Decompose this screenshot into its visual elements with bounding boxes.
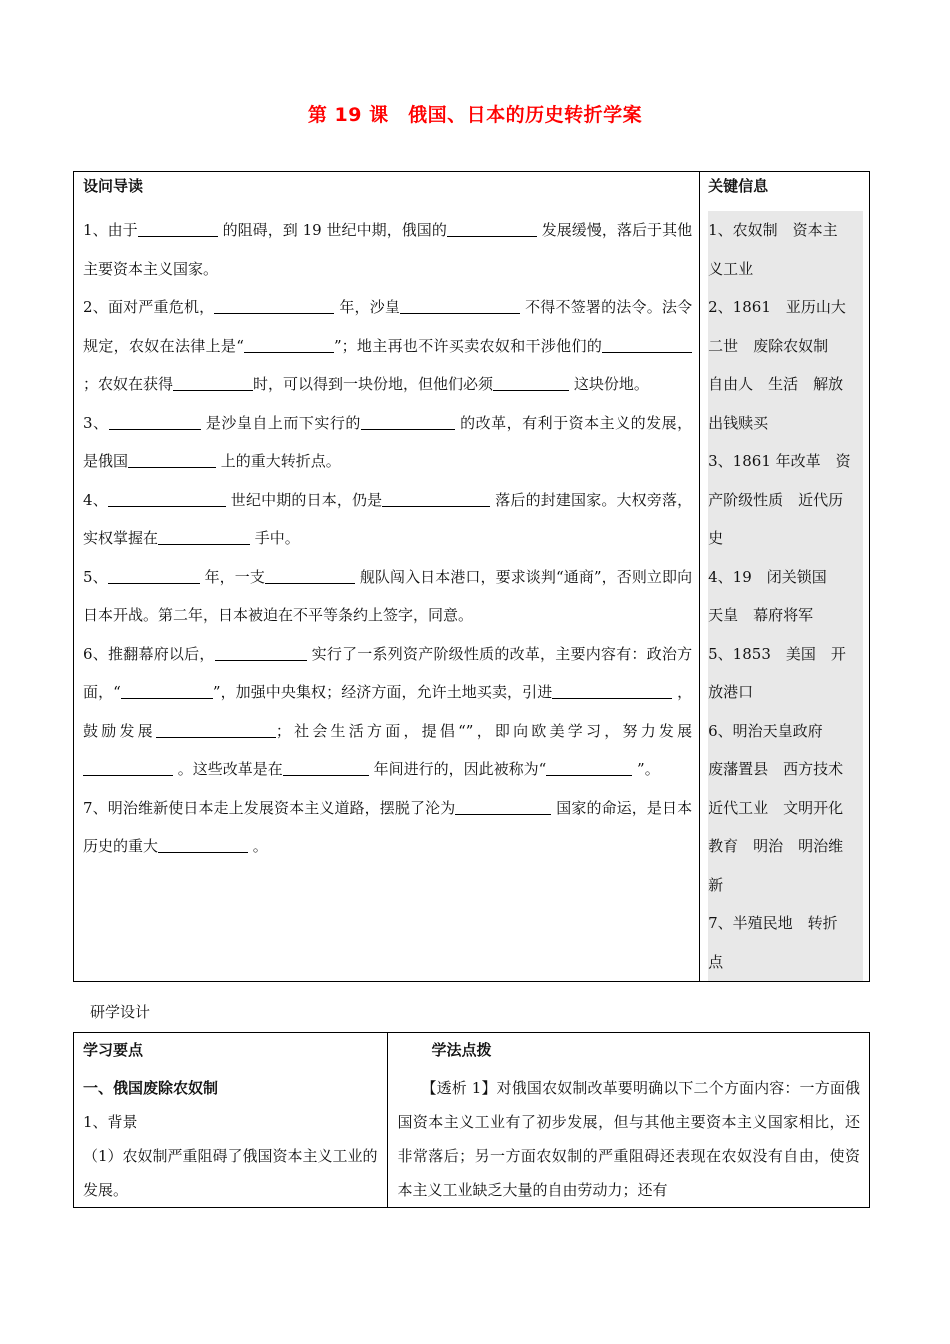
key-line: 1、农奴制 资本主 xyxy=(708,211,863,250)
answer-blank[interactable] xyxy=(382,491,490,507)
research-design-label: 研学设计 xyxy=(90,1003,151,1021)
guide-table xyxy=(73,171,870,982)
answer-blank[interactable] xyxy=(109,414,201,430)
question-7: 7、明治维新使日本走上发展资本主义道路，摆脱了沦为 国家的命运，是日本历史的重大 。 xyxy=(83,798,693,855)
answer-blank[interactable] xyxy=(400,298,520,314)
question-2: 2、面对严重危机， 年，沙皇 不得不签署的法令。法令规定，农奴在法律上是“ ”；地主再也不许买卖农奴和干涉他们的；农奴在获得 时，可以得到一块份地，但他们必须 这块份地。 xyxy=(83,298,693,393)
question-1: 1、由于 的阻碍，到 19 世纪中期，俄国的 发展缓慢，落后于其他主要资本主义国家。 xyxy=(83,221,693,278)
question-4: 4、 世纪中期的日本，仍是 落后的封建国家。大权旁落，实权掌握在 手中。 xyxy=(83,490,693,547)
answer-blank[interactable] xyxy=(244,337,334,353)
answer-blank[interactable] xyxy=(108,491,226,507)
answer-blank[interactable] xyxy=(156,722,276,738)
answer-blank[interactable] xyxy=(214,298,334,314)
keys-header: 关键信息 xyxy=(708,177,769,195)
key-line: 近代工业 文明开化 xyxy=(708,789,863,828)
answer-blank[interactable] xyxy=(108,568,200,584)
section-heading: 一、俄国废除农奴制 xyxy=(83,1079,219,1097)
answer-blank[interactable] xyxy=(602,337,692,353)
keys-column xyxy=(700,172,870,982)
answer-blank[interactable] xyxy=(283,760,369,776)
key-line: 产阶级性质 近代历 xyxy=(708,481,863,520)
key-line: 天皇 幕府将军 xyxy=(708,596,863,635)
answer-blank[interactable] xyxy=(361,414,455,430)
key-line: 出钱赎买 xyxy=(708,404,863,443)
key-line: 5、1853 美国 开 xyxy=(708,635,863,674)
page-title: 第 19 课 俄国、日本的历史转折学案 xyxy=(307,104,643,126)
key-line: 自由人 生活 解放 xyxy=(708,365,863,404)
guide-header: 设问导读 xyxy=(83,177,144,195)
study-points-header: 学习要点 xyxy=(83,1041,144,1059)
answer-blank[interactable] xyxy=(158,529,250,545)
key-line: 史 xyxy=(708,519,863,558)
study-left-column xyxy=(74,1033,388,1208)
background-item: 1、背景 xyxy=(83,1113,138,1131)
answer-blank[interactable] xyxy=(173,375,253,391)
background-text: （1）农奴制严重阻碍了俄国资本主义工业的发展。 xyxy=(83,1147,378,1199)
key-line: 2、1861 亚历山大 xyxy=(708,288,863,327)
answer-blank[interactable] xyxy=(83,760,173,776)
guide-questions xyxy=(83,211,692,866)
answer-blank[interactable] xyxy=(158,837,248,853)
answer-blank[interactable] xyxy=(552,683,672,699)
key-line: 废藩置县 西方技术 xyxy=(708,750,863,789)
answer-blank[interactable] xyxy=(265,568,355,584)
answer-blank[interactable] xyxy=(121,683,213,699)
guide-column xyxy=(74,172,700,982)
key-line: 放港口 xyxy=(708,673,863,712)
key-line: 教育 明治 明治维 xyxy=(708,827,863,866)
question-6: 6、推翻幕府以后， 实行了一系列资产阶级性质的改革，主要内容有：政治方面，“ ”，加强中央集权；经济方面，允许土地买卖，引进 ，鼓励发展 ；社会生活方面，提倡“”，即向欧美学习，努力发展 。这些改革是在 年间进行的，因此被称为“ ”。 xyxy=(83,644,693,778)
study-table xyxy=(73,1032,870,1208)
key-line: 点 xyxy=(708,943,863,982)
question-3: 3、 是沙皇自上而下实行的 的改革，有利于资本主义的发展，是俄国 上的重大转折点。 xyxy=(83,413,693,470)
key-line: 新 xyxy=(708,866,863,905)
key-line: 6、明治天皇政府 xyxy=(708,712,863,751)
study-right-column xyxy=(388,1033,870,1208)
question-5: 5、 年，一支 舰队闯入日本港口，要求谈判“通商”，否则立即向日本开战。第二年，日本被迫在不平等条约上签字，同意。 xyxy=(83,567,693,624)
answer-blank[interactable] xyxy=(138,221,218,237)
key-line: 二世 废除农奴制 xyxy=(708,327,863,366)
answer-blank[interactable] xyxy=(128,452,216,468)
answer-blank[interactable] xyxy=(215,645,307,661)
answer-blank[interactable] xyxy=(546,760,632,776)
key-line: 3、1861 年改革 资 xyxy=(708,442,863,481)
keys-list xyxy=(708,211,863,981)
key-line: 义工业 xyxy=(708,250,863,289)
answer-blank[interactable] xyxy=(455,799,551,815)
analysis-text: 【透析 1】对俄国农奴制改革要明确以下二个方面内容：一方面俄国资本主义工业有了初步发展，但与其他主要资本主义国家相比，还非常落后；另一方面农奴制的严重阻碍还表现在农奴没有自由，使资本主义工业缺乏大量的自由劳动力；还有 xyxy=(397,1079,860,1199)
key-line: 7、半殖民地 转折 xyxy=(708,904,863,943)
answer-blank[interactable] xyxy=(447,221,537,237)
key-line: 4、19 闭关锁国 xyxy=(708,558,863,597)
method-header: 学法点拨 xyxy=(431,1041,492,1059)
answer-blank[interactable] xyxy=(493,375,569,391)
